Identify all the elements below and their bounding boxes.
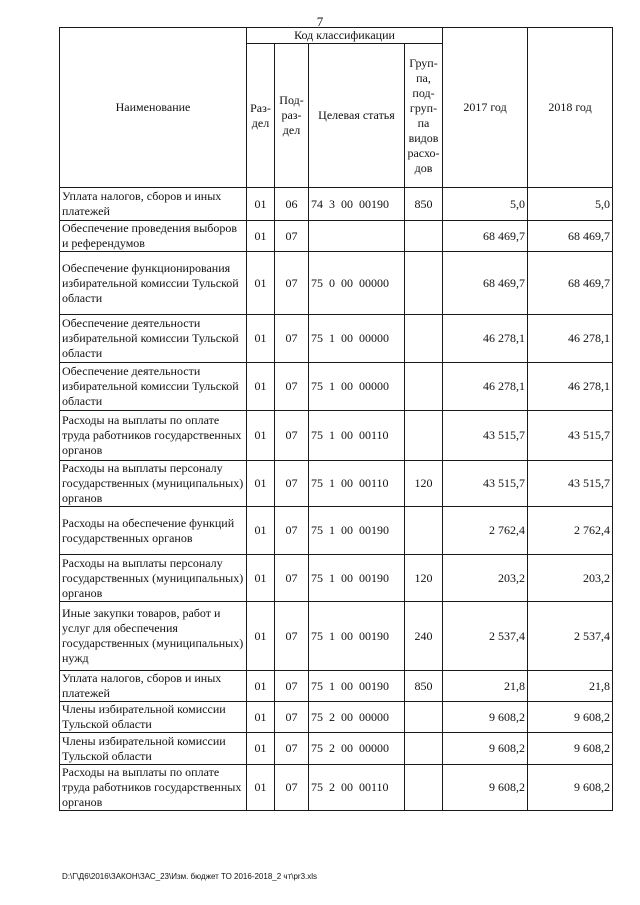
row-name: Члены избирательной комиссии Тульской области	[60, 733, 247, 765]
row-value-2017: 43 515,7	[443, 461, 528, 507]
row-section: 01	[247, 602, 275, 671]
row-section: 01	[247, 507, 275, 555]
row-value-2017: 9 608,2	[443, 702, 528, 733]
table-row	[60, 671, 613, 702]
row-subsection: 07	[275, 507, 309, 555]
table-row	[60, 733, 613, 765]
table-row	[60, 363, 613, 411]
row-group: 240	[405, 602, 443, 671]
row-group	[405, 221, 443, 252]
header-year-2017: 2017 год	[443, 28, 528, 188]
row-target: 75 1 00 00000	[309, 315, 405, 363]
row-subsection: 07	[275, 671, 309, 702]
row-subsection: 07	[275, 602, 309, 671]
row-value-2018: 21,8	[528, 671, 613, 702]
table-row	[60, 252, 613, 315]
row-section: 01	[247, 461, 275, 507]
row-section: 01	[247, 555, 275, 602]
row-name: Расходы на выплаты персоналу государственных (муниципальных) органов	[60, 555, 247, 602]
row-target: 75 2 00 00110	[309, 765, 405, 811]
row-target: 75 1 00 00190	[309, 602, 405, 671]
row-value-2018: 203,2	[528, 555, 613, 602]
row-group	[405, 252, 443, 315]
row-section: 01	[247, 221, 275, 252]
row-group: 850	[405, 671, 443, 702]
row-target	[309, 221, 405, 252]
row-section: 01	[247, 702, 275, 733]
row-value-2018: 9 608,2	[528, 702, 613, 733]
row-value-2017: 5,0	[443, 188, 528, 221]
row-value-2018: 46 278,1	[528, 363, 613, 411]
row-value-2018: 43 515,7	[528, 461, 613, 507]
row-value-2018: 2 762,4	[528, 507, 613, 555]
row-group	[405, 733, 443, 765]
row-value-2017: 46 278,1	[443, 363, 528, 411]
row-value-2017: 2 537,4	[443, 602, 528, 671]
table-row	[60, 555, 613, 602]
row-value-2018: 9 608,2	[528, 765, 613, 811]
header-year-2018: 2018 год	[528, 28, 613, 188]
row-name: Расходы на выплаты по оплате труда работников государственных органов	[60, 765, 247, 811]
row-target: 75 1 00 00190	[309, 671, 405, 702]
table-row	[60, 602, 613, 671]
row-name: Расходы на выплаты персоналу государственных (муниципальных) органов	[60, 461, 247, 507]
table-row	[60, 188, 613, 221]
row-value-2018: 5,0	[528, 188, 613, 221]
row-target: 75 2 00 00000	[309, 702, 405, 733]
table-row	[60, 702, 613, 733]
table-row	[60, 221, 613, 252]
row-group: 120	[405, 461, 443, 507]
row-name: Расходы на обеспечение функций государственных органов	[60, 507, 247, 555]
header-name: Наименование	[60, 28, 247, 188]
row-value-2018: 68 469,7	[528, 252, 613, 315]
table-row	[60, 315, 613, 363]
row-value-2017: 46 278,1	[443, 315, 528, 363]
row-group: 850	[405, 188, 443, 221]
header-subsection: Под- раз- дел	[275, 44, 309, 188]
row-target: 75 2 00 00000	[309, 733, 405, 765]
row-section: 01	[247, 252, 275, 315]
row-name: Обеспечение функционирования избирательной комиссии Тульской области	[60, 252, 247, 315]
row-subsection: 06	[275, 188, 309, 221]
row-value-2018: 43 515,7	[528, 411, 613, 461]
row-group: 120	[405, 555, 443, 602]
row-section: 01	[247, 671, 275, 702]
row-group	[405, 315, 443, 363]
row-group	[405, 507, 443, 555]
header-group: Груп- па, под- груп- па видов расхо- дов	[405, 44, 443, 188]
header-code-group: Код классификации	[247, 28, 443, 44]
row-section: 01	[247, 315, 275, 363]
row-subsection: 07	[275, 461, 309, 507]
row-value-2018: 2 537,4	[528, 602, 613, 671]
row-subsection: 07	[275, 363, 309, 411]
row-value-2018: 9 608,2	[528, 733, 613, 765]
row-target: 75 1 00 00190	[309, 555, 405, 602]
row-subsection: 07	[275, 315, 309, 363]
row-name: Обеспечение деятельности избирательной комиссии Тульской области	[60, 315, 247, 363]
budget-table	[59, 27, 613, 811]
row-value-2017: 68 469,7	[443, 221, 528, 252]
table-row	[60, 507, 613, 555]
row-section: 01	[247, 765, 275, 811]
header-section: Раз- дел	[247, 44, 275, 188]
row-value-2017: 203,2	[443, 555, 528, 602]
row-section: 01	[247, 363, 275, 411]
row-name: Обеспечение деятельности избирательной комиссии Тульской области	[60, 363, 247, 411]
row-target: 75 1 00 00190	[309, 507, 405, 555]
row-section: 01	[247, 188, 275, 221]
header-target: Целевая статья	[309, 44, 405, 188]
row-target: 75 1 00 00110	[309, 411, 405, 461]
row-name: Расходы на выплаты по оплате труда работников государственных органов	[60, 411, 247, 461]
row-value-2017: 43 515,7	[443, 411, 528, 461]
row-group	[405, 411, 443, 461]
row-group	[405, 363, 443, 411]
row-subsection: 07	[275, 252, 309, 315]
row-subsection: 07	[275, 765, 309, 811]
row-name: Уплата налогов, сборов и иных платежей	[60, 188, 247, 221]
row-target: 75 1 00 00110	[309, 461, 405, 507]
row-section: 01	[247, 411, 275, 461]
row-subsection: 07	[275, 733, 309, 765]
row-target: 74 3 00 00190	[309, 188, 405, 221]
row-subsection: 07	[275, 702, 309, 733]
row-value-2017: 2 762,4	[443, 507, 528, 555]
row-target: 75 1 00 00000	[309, 363, 405, 411]
row-subsection: 07	[275, 221, 309, 252]
footer-file-path: D:\Г\Д6\2016\ЗАКОН\ЗАС_23\Изм. бюджет ТО 2016-2018_2 чт\pr3.xls	[62, 872, 318, 881]
row-group	[405, 702, 443, 733]
row-name: Члены избирательной комиссии Тульской области	[60, 702, 247, 733]
row-subsection: 07	[275, 555, 309, 602]
row-name: Обеспечение проведения выборов и референдумов	[60, 221, 247, 252]
table-row	[60, 411, 613, 461]
table-row	[60, 765, 613, 811]
row-target: 75 0 00 00000	[309, 252, 405, 315]
row-value-2017: 21,8	[443, 671, 528, 702]
row-value-2017: 68 469,7	[443, 252, 528, 315]
row-subsection: 07	[275, 411, 309, 461]
table-row	[60, 461, 613, 507]
row-name: Иные закупки товаров, работ и услуг для обеспечения государственных (муниципальных) нужд	[60, 602, 247, 671]
page-number: 7	[316, 14, 324, 29]
row-group	[405, 765, 443, 811]
row-value-2017: 9 608,2	[443, 733, 528, 765]
row-value-2018: 46 278,1	[528, 315, 613, 363]
row-value-2018: 68 469,7	[528, 221, 613, 252]
row-section: 01	[247, 733, 275, 765]
row-value-2017: 9 608,2	[443, 765, 528, 811]
row-name: Уплата налогов, сборов и иных платежей	[60, 671, 247, 702]
